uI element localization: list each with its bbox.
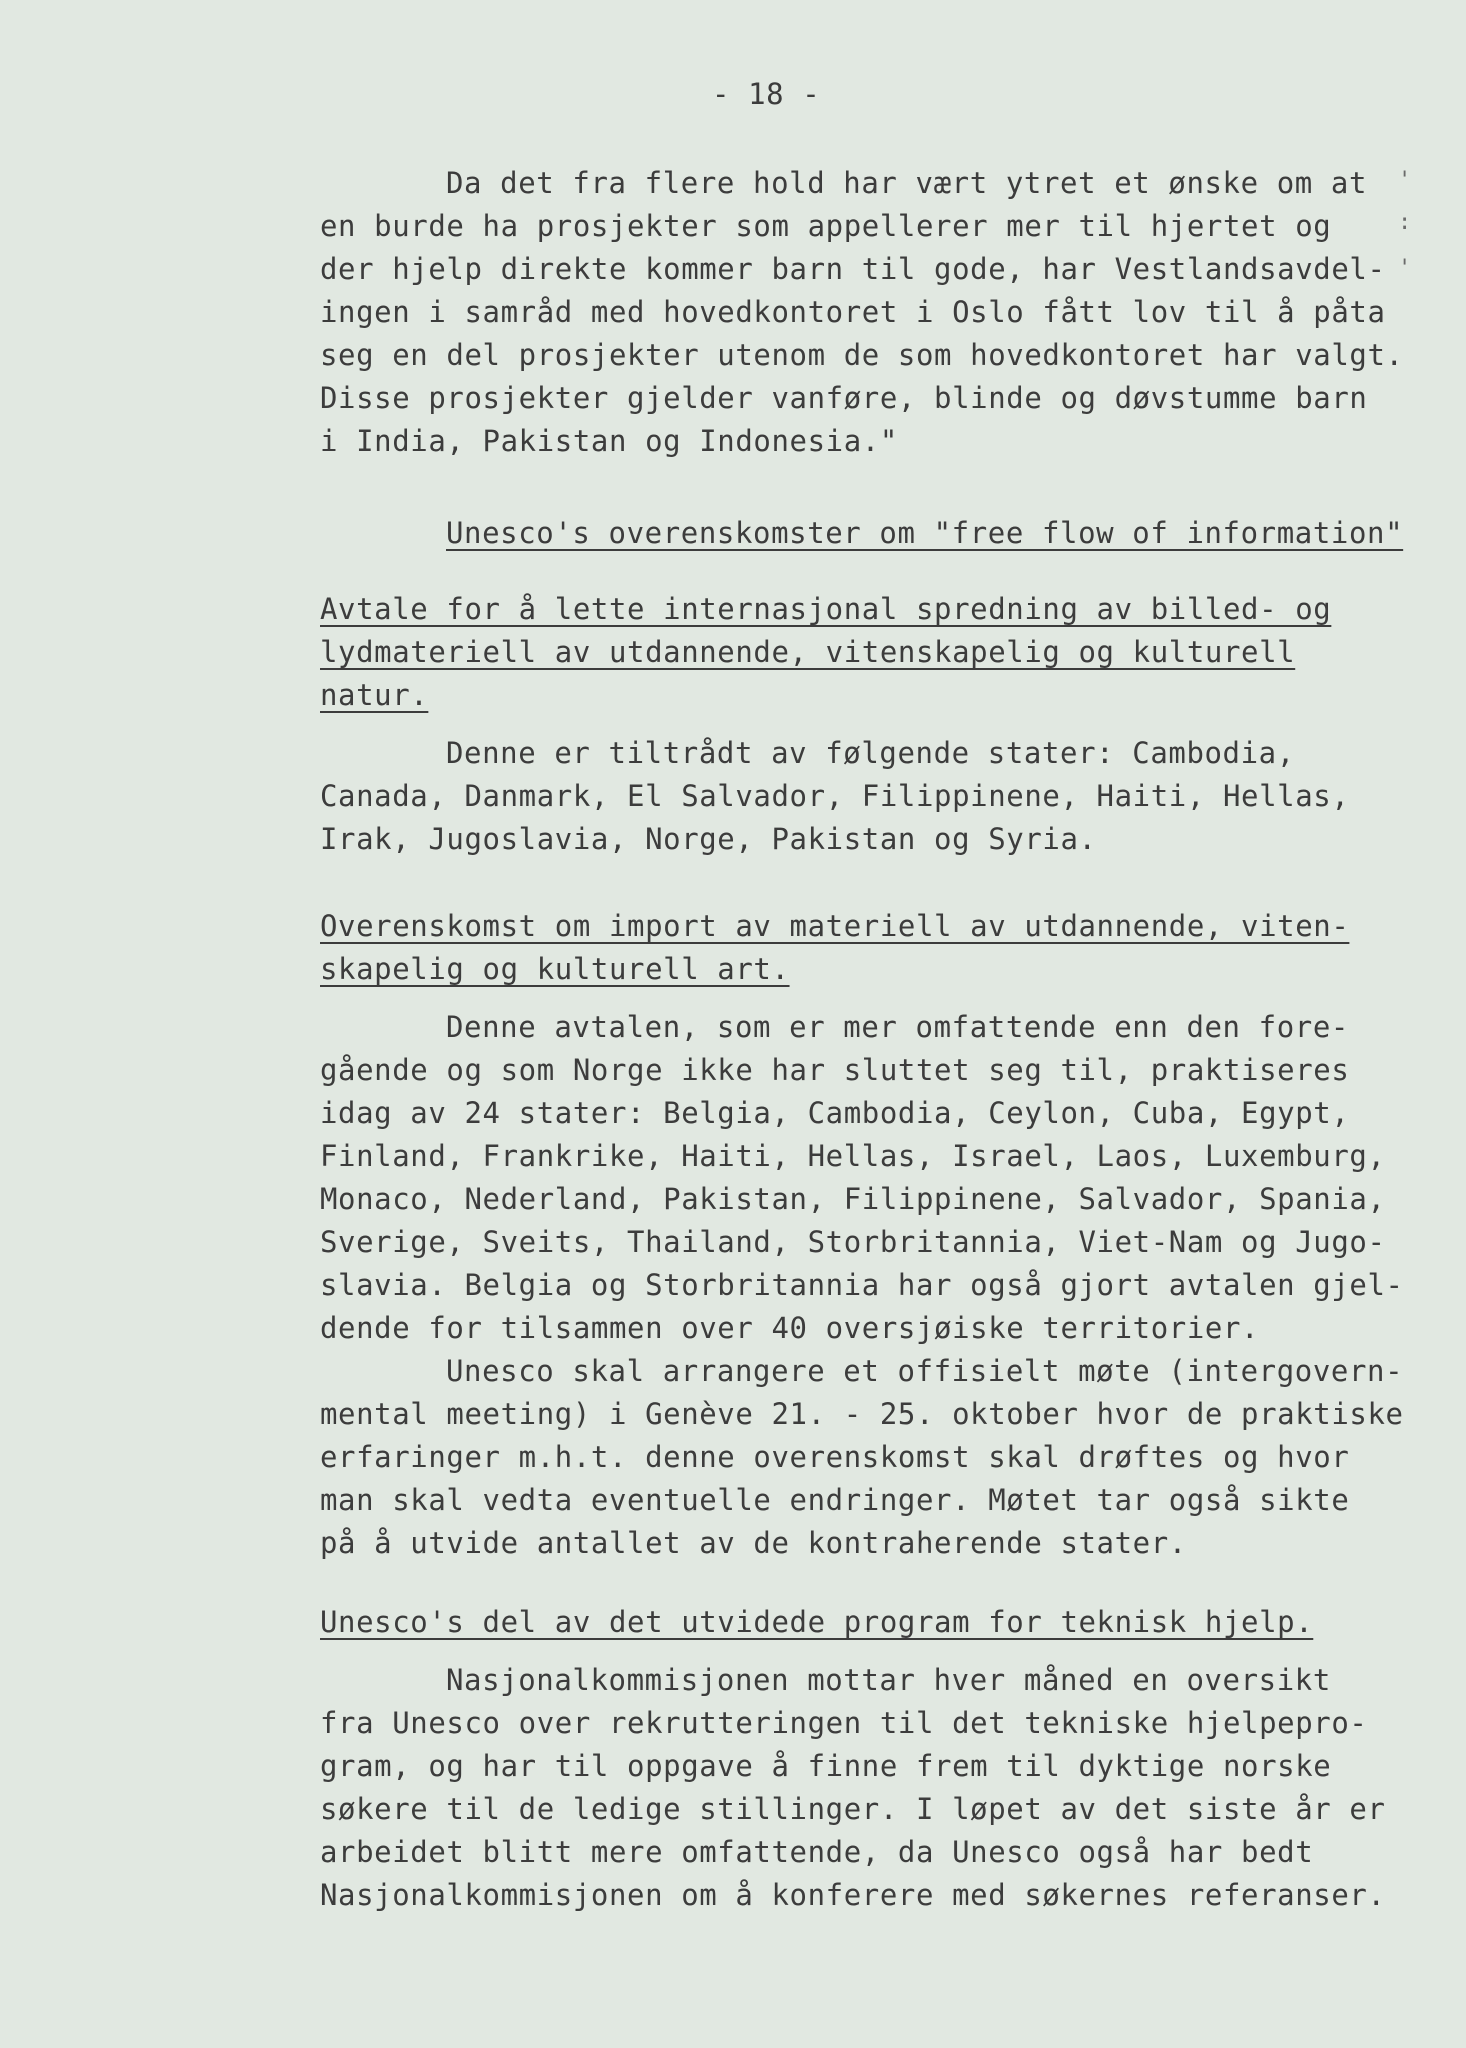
paragraph-line: Da det fra flere hold har vært ytret et ønske om at [446, 166, 1368, 200]
paragraph-line: Monaco, Nederland, Pakistan, Filippinene, Salvador, Spania, [320, 1182, 1386, 1216]
paragraph-line: Disse prosjekter gjelder vanføre, blinde og døvstumme barn [320, 381, 1368, 415]
margin-mark: ' [1398, 168, 1412, 193]
paragraph-line: idag av 24 stater: Belgia, Cambodia, Ceylon, Cuba, Egypt, [320, 1096, 1350, 1130]
paragraph-line: dende for tilsammen over 40 oversjøiske territorier. [320, 1311, 1260, 1345]
subsection-heading: Avtale for å lette internasjonal spredning av billed- og [320, 592, 1332, 626]
subsection-heading: skapelig og kulturell art. [320, 952, 790, 986]
paragraph-line: fra Unesco over rekrutteringen til det tekniske hjelpepro- [320, 1706, 1368, 1740]
page-number: - 18 - [712, 77, 821, 111]
paragraph-line: i India, Pakistan og Indonesia." [320, 424, 898, 458]
paragraph-line: Finland, Frankrike, Haiti, Hellas, Israel, Laos, Luxemburg, [320, 1139, 1386, 1173]
section-heading: Unesco's overenskomster om "free flow of information" [446, 516, 1404, 550]
paragraph-line: erfaringer m.h.t. denne overenskomst skal drøftes og hvor [320, 1440, 1350, 1474]
paragraph-line: en burde ha prosjekter som appellerer mer til hjertet og [320, 209, 1332, 243]
paragraph-line: Nasjonalkommisjonen mottar hver måned en oversikt [446, 1663, 1331, 1697]
margin-mark: : [1398, 210, 1412, 235]
paragraph-line: Denne er tiltrådt av følgende stater: Cambodia, [446, 736, 1295, 770]
subsection-heading: Unesco's del av det utvidede program for teknisk hjelp. [320, 1605, 1314, 1639]
paragraph-line: der hjelp direkte kommer barn til gode, har Vestlandsavdel- [320, 252, 1386, 286]
subsection-heading: lydmateriell av utdannende, vitenskapelig og kulturell [320, 635, 1296, 669]
paragraph-line: gram, og har til oppgave å finne frem til dyktige norske [320, 1749, 1332, 1783]
margin-mark: ' [1398, 256, 1412, 281]
paragraph-line: på å utvide antallet av de kontraherende stater. [320, 1526, 1187, 1560]
paragraph-line: man skal vedta eventuelle endringer. Møtet tar også sikte [320, 1483, 1350, 1517]
paragraph-line: mental meeting) i Genève 21. - 25. oktober hvor de praktiske [320, 1397, 1404, 1431]
paragraph-line: Unesco skal arrangere et offisielt møte (intergovern- [446, 1354, 1404, 1388]
paragraph-line: gående og som Norge ikke har sluttet seg til, praktiseres [320, 1053, 1350, 1087]
subsection-heading: natur. [320, 678, 429, 712]
paragraph-line: Irak, Jugoslavia, Norge, Pakistan og Syria. [320, 822, 1097, 856]
paragraph-line: Canada, Danmark, El Salvador, Filippinene, Haiti, Hellas, [320, 779, 1350, 813]
paragraph-line: slavia. Belgia og Storbritannia har også gjort avtalen gjel- [320, 1268, 1404, 1302]
paragraph-line: Denne avtalen, som er mer omfattende enn den fore- [446, 1010, 1349, 1044]
paragraph-line: seg en del prosjekter utenom de som hovedkontoret har valgt. [320, 338, 1404, 372]
paragraph-line: Nasjonalkommisjonen om å konferere med søkernes referanser. [320, 1878, 1386, 1912]
paragraph-line: søkere til de ledige stillinger. I løpet av det siste år er [320, 1792, 1386, 1826]
paragraph-line: arbeidet blitt mere omfattende, da Unesco også har bedt [320, 1835, 1314, 1869]
paragraph-line: Sverige, Sveits, Thailand, Storbritannia, Viet-Nam og Jugo- [320, 1225, 1386, 1259]
paragraph-line: ingen i samråd med hovedkontoret i Oslo fått lov til å påta [320, 295, 1386, 329]
subsection-heading: Overenskomst om import av materiell av utdannende, viten- [320, 909, 1350, 943]
